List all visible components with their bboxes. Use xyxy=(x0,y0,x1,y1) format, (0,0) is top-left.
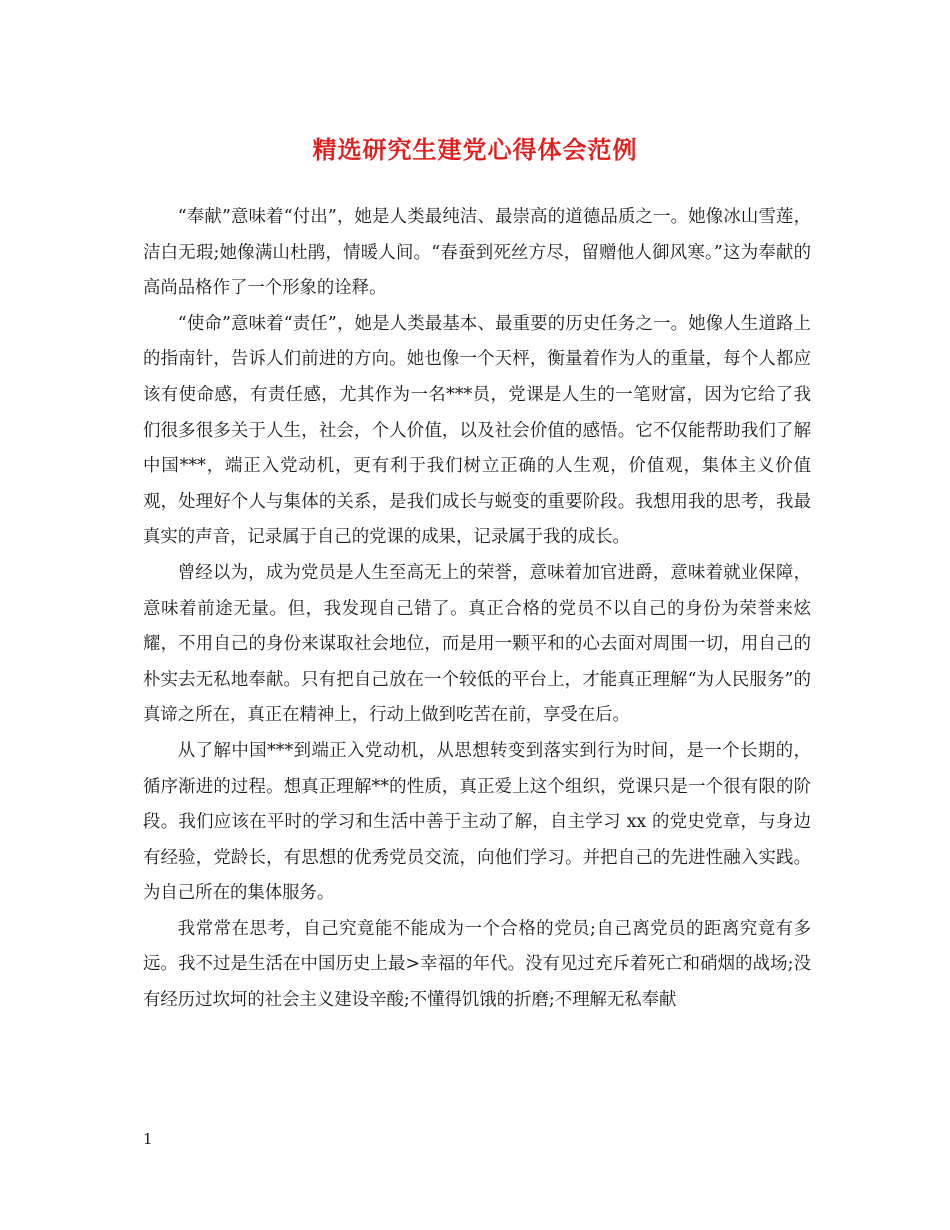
document-body xyxy=(143,200,811,1019)
paragraph: “使命”意味着“责任”，她是人类最基本、最重要的历史任务之一。她像人生道路上的指南针，告诉人们前进的方向。她也像一个天枰，衡量着作为人的重量，每个人都应该有使命感，有责任感，尤其作为一名***员，党课是人生的一笔财富，因为它给了我们很多很多关于人生，社会，个人价值，以及社会价值的感悟。它不仅能帮助我们了解中国***，端正入党动机，更有利于我们树立正确的人生观，价值观，集体主义价值观，处理好个人与集体的关系，是我们成长与蜕变的重要阶段。我想用我的思考，我最真实的声音，记录属于自己的党课的成果，记录属于我的成长。 xyxy=(143,313,811,548)
page-number: 1 xyxy=(143,1130,153,1148)
paragraph: 曾经以为，成为党员是人生至高无上的荣誉，意味着加官进爵，意味着就业保障，意味着前途无量。但，我发现自己错了。真正合格的党员不以自己的身份为荣誉来炫耀，不用自己的身份来谋取社会地位，而是用一颗平和的心去面对周围一切，用自己的朴实去无私地奉献。只有把自己放在一个较低的平台上，才能真正理解“为人民服务”的真谛之所在，真正在精神上，行动上做到吃苦在前，享受在后。 xyxy=(143,562,811,726)
paragraph: 我常常在思考，自己究竟能不能成为一个合格的党员;自己离党员的距离究竟有多远。我不过是生活在中国历史上最>幸福的年代。没有见过充斥着死亡和硝烟的战场;没有经历过坎坷的社会主义建设辛酸;不懂得饥饿的折磨;不理解无私奉献 xyxy=(143,918,811,1011)
paragraph: “奉献”意味着“付出”，她是人类最纯洁、最崇高的道德品质之一。她像冰山雪莲，洁白无瑕;她像满山杜鹃，情暖人间。“春蚕到死丝方尽，留赠他人御风寒。”这为奉献的高尚品格作了一个形象的诠释。 xyxy=(143,207,811,299)
paragraph: 从了解中国***到端正入党动机，从思想转变到落实到行为时间，是一个长期的，循序渐进的过程。想真正理解**的性质，真正爱上这个组织，党课只是一个很有限的阶段。我们应该在平时的学习和生活中善于主动了解，自主学习 xx 的党史党章，与身边有经验，党龄长，有思想的优秀党员交流，向他们学习。并把自己的先进性融入实践。为自己所在的集体服务。 xyxy=(143,740,811,904)
document-title: 精选研究生建党心得体会范例 xyxy=(312,135,638,164)
